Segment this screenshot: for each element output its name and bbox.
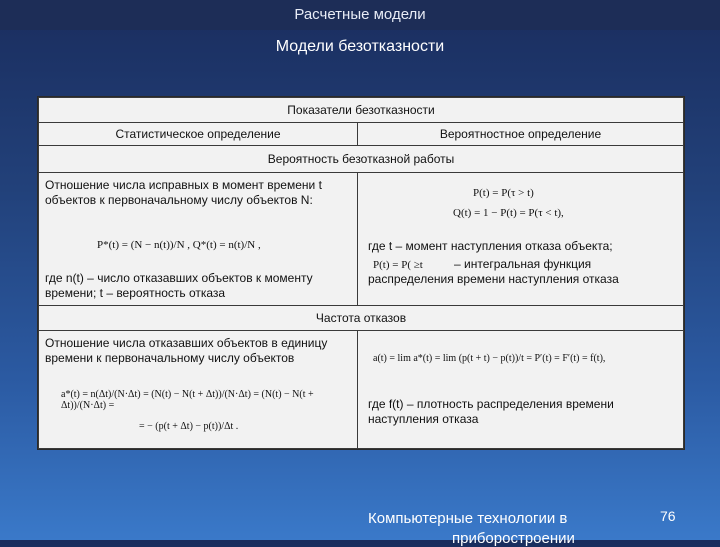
col-statistical-label: Статистическое определение bbox=[115, 127, 281, 141]
s2-right-cell bbox=[357, 330, 684, 449]
col-probabilistic bbox=[357, 122, 684, 146]
s1-right-formula-1: P(t) = P(τ > t) bbox=[473, 187, 534, 199]
s1-left-note: где n(t) – число отказавших объектов к моменту времени; t – вероятность отказа bbox=[45, 271, 313, 300]
col-probabilistic-label: Вероятностное определение bbox=[439, 127, 602, 141]
footer-text-2: приборостроении bbox=[452, 530, 575, 547]
s1-right-formula-2: Q(t) = 1 − P(t) = P(τ < t), bbox=[453, 207, 564, 219]
header-bar bbox=[0, 0, 720, 30]
s2-left-formula-1: a*(t) = n(Δt)/(N·Δt) = (N(t) − N(t + Δt))/(N·Δt) = (N(t) − N(t + Δt))/(N·Δt) = bbox=[61, 389, 314, 411]
section-failure-rate-label: Частота отказов bbox=[315, 311, 407, 325]
table-header-label: Показатели безотказности bbox=[287, 103, 435, 117]
s1-right-cell bbox=[357, 172, 684, 306]
s2-right-formula: a(t) = lim a*(t) = lim (p(t + t) − p(t))/t = P′(t) = F′(t) = f(t), bbox=[373, 353, 606, 364]
s2-left-text: Отношение числа отказавших объектов в единицу времени к первоначальному числу объектов bbox=[45, 336, 328, 365]
s1-right-text: где t – момент наступления отказа объекта; bbox=[368, 239, 613, 253]
s1-right-formula-3: P(t) = P( ≥t bbox=[373, 259, 423, 271]
slide-title: Модели безотказности bbox=[275, 38, 445, 55]
s1-left-formula: P*(t) = (N − n(t))/N , Q*(t) = n(t)/N , bbox=[97, 239, 261, 251]
section-reliability bbox=[38, 145, 684, 173]
section-failure-rate bbox=[38, 305, 684, 331]
section-reliability-label: Вероятность безотказной работы bbox=[267, 152, 455, 166]
table-header bbox=[38, 97, 684, 123]
s1-left-cell bbox=[38, 172, 358, 306]
s1-left-text: Отношение числа исправных в момент времени t объектов к первоначальному числу объектов N: bbox=[45, 178, 322, 207]
footer-text: Компьютерные технологии в bbox=[368, 510, 568, 527]
reliability-table bbox=[37, 96, 685, 450]
col-statistical bbox=[38, 122, 358, 146]
header-title: Расчетные модели bbox=[294, 6, 426, 23]
s2-left-formula-2: = − (p(t + Δt) − p(t))/Δt . bbox=[139, 421, 239, 432]
s1-right-text-2: – интегральная функция распределения времени наступления отказа bbox=[368, 257, 619, 286]
page-number: 76 bbox=[660, 508, 676, 524]
s2-left-cell bbox=[38, 330, 358, 449]
s2-right-text: где f(t) – плотность распределения времени наступления отказа bbox=[368, 397, 614, 426]
